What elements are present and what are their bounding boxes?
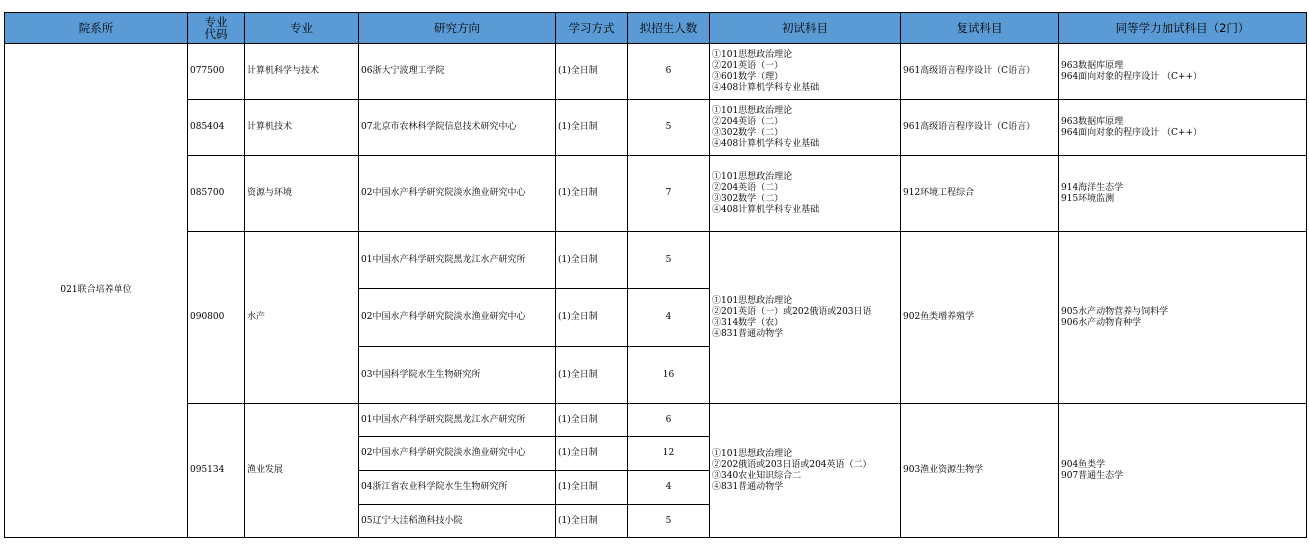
direction-cell: 01中国水产科学研究院黑龙江水产研究所 (359, 232, 556, 289)
initial-cell: ①101思想政治理论 ②201英语（一） ③601数学（理） ④408计算机学科专业基础 (710, 44, 901, 100)
direction-cell: 02中国水产科学研究院淡水渔业研究中心 (359, 156, 556, 232)
mode-cell: (1)全日制 (556, 232, 628, 289)
mode-cell: (1)全日制 (556, 404, 628, 437)
mode-cell: (1)全日制 (556, 347, 628, 404)
table-row (5, 404, 1307, 437)
table-row (5, 232, 1307, 289)
direction-cell: 06浙大宁波理工学院 (359, 44, 556, 100)
initial-cell: ①101思想政治理论 ②201英语（一）或202俄语或203日语 ③314数学（农） ④831普通动物学 (710, 232, 901, 404)
major-cell: 渔业发展 (245, 404, 359, 538)
extra-cell: 914海洋生态学 915环境监测 (1059, 156, 1307, 232)
count-cell: 4 (628, 471, 710, 505)
mode-cell: (1)全日制 (556, 471, 628, 505)
retest-cell: 903渔业资源生物学 (901, 404, 1059, 538)
header-extra: 同等学力加试科目（2门） (1059, 13, 1307, 44)
header-major: 专业 (245, 13, 359, 44)
direction-cell: 04浙江省农业科学院水生生物研究所 (359, 471, 556, 505)
count-cell: 12 (628, 437, 710, 471)
count-cell: 5 (628, 100, 710, 156)
direction-cell: 02中国水产科学研究院淡水渔业研究中心 (359, 437, 556, 471)
header-mode: 学习方式 (556, 13, 628, 44)
retest-cell: 961高级语言程序设计（C语言） (901, 100, 1059, 156)
count-cell: 6 (628, 404, 710, 437)
direction-cell: 03中国科学院水生生物研究所 (359, 347, 556, 404)
header-direction: 研究方向 (359, 13, 556, 44)
mode-cell: (1)全日制 (556, 156, 628, 232)
extra-cell: 963数据库原理 964面向对象的程序设计 （C++） (1059, 100, 1307, 156)
extra-cell: 905水产动物营养与饲料学 906水产动物育种学 (1059, 232, 1307, 404)
mode-cell: (1)全日制 (556, 289, 628, 347)
code-cell: 095134 (188, 404, 245, 538)
direction-cell: 05辽宁大洼稻渔科技小院 (359, 505, 556, 538)
major-cell: 资源与环境 (245, 156, 359, 232)
retest-cell: 912环境工程综合 (901, 156, 1059, 232)
table-row (5, 100, 1307, 156)
count-cell: 5 (628, 505, 710, 538)
dept-cell: 021联合培养单位 (5, 44, 188, 538)
direction-cell: 01中国水产科学研究院黑龙江水产研究所 (359, 404, 556, 437)
header-row (5, 13, 1307, 44)
header-count: 拟招生人数 (628, 13, 710, 44)
major-cell: 计算机科学与技术 (245, 44, 359, 100)
count-cell: 4 (628, 289, 710, 347)
extra-cell: 904鱼类学 907普通生态学 (1059, 404, 1307, 538)
code-cell: 085404 (188, 100, 245, 156)
initial-cell: ①101思想政治理论 ②204英语（二） ③302数学（二） ④408计算机学科专业基础 (710, 156, 901, 232)
header-initial: 初试科目 (710, 13, 901, 44)
count-cell: 6 (628, 44, 710, 100)
mode-cell: (1)全日制 (556, 44, 628, 100)
header-retest: 复试科目 (901, 13, 1059, 44)
direction-cell: 07北京市农林科学院信息技术研究中心 (359, 100, 556, 156)
major-cell: 水产 (245, 232, 359, 404)
direction-cell: 02中国水产科学研究院淡水渔业研究中心 (359, 289, 556, 347)
admissions-table (4, 12, 1307, 538)
code-cell: 085700 (188, 156, 245, 232)
extra-cell: 963数据库原理 964面向对象的程序设计 （C++） (1059, 44, 1307, 100)
mode-cell: (1)全日制 (556, 100, 628, 156)
count-cell: 7 (628, 156, 710, 232)
table-row (5, 156, 1307, 232)
table-row (5, 44, 1307, 100)
retest-cell: 902鱼类增养殖学 (901, 232, 1059, 404)
header-code: 专业 代码 (188, 13, 245, 44)
count-cell: 5 (628, 232, 710, 289)
header-dept: 院系所 (5, 13, 188, 44)
mode-cell: (1)全日制 (556, 505, 628, 538)
initial-cell: ①101思想政治理论 ②202俄语或203日语或204英语（二） ③340农业知识综合二 ④831普通动物学 (710, 404, 901, 538)
initial-cell: ①101思想政治理论 ②204英语（二） ③302数学（二） ④408计算机学科专业基础 (710, 100, 901, 156)
code-cell: 090800 (188, 232, 245, 404)
mode-cell: (1)全日制 (556, 437, 628, 471)
major-cell: 计算机技术 (245, 100, 359, 156)
retest-cell: 961高级语言程序设计（C语言） (901, 44, 1059, 100)
code-cell: 077500 (188, 44, 245, 100)
count-cell: 16 (628, 347, 710, 404)
